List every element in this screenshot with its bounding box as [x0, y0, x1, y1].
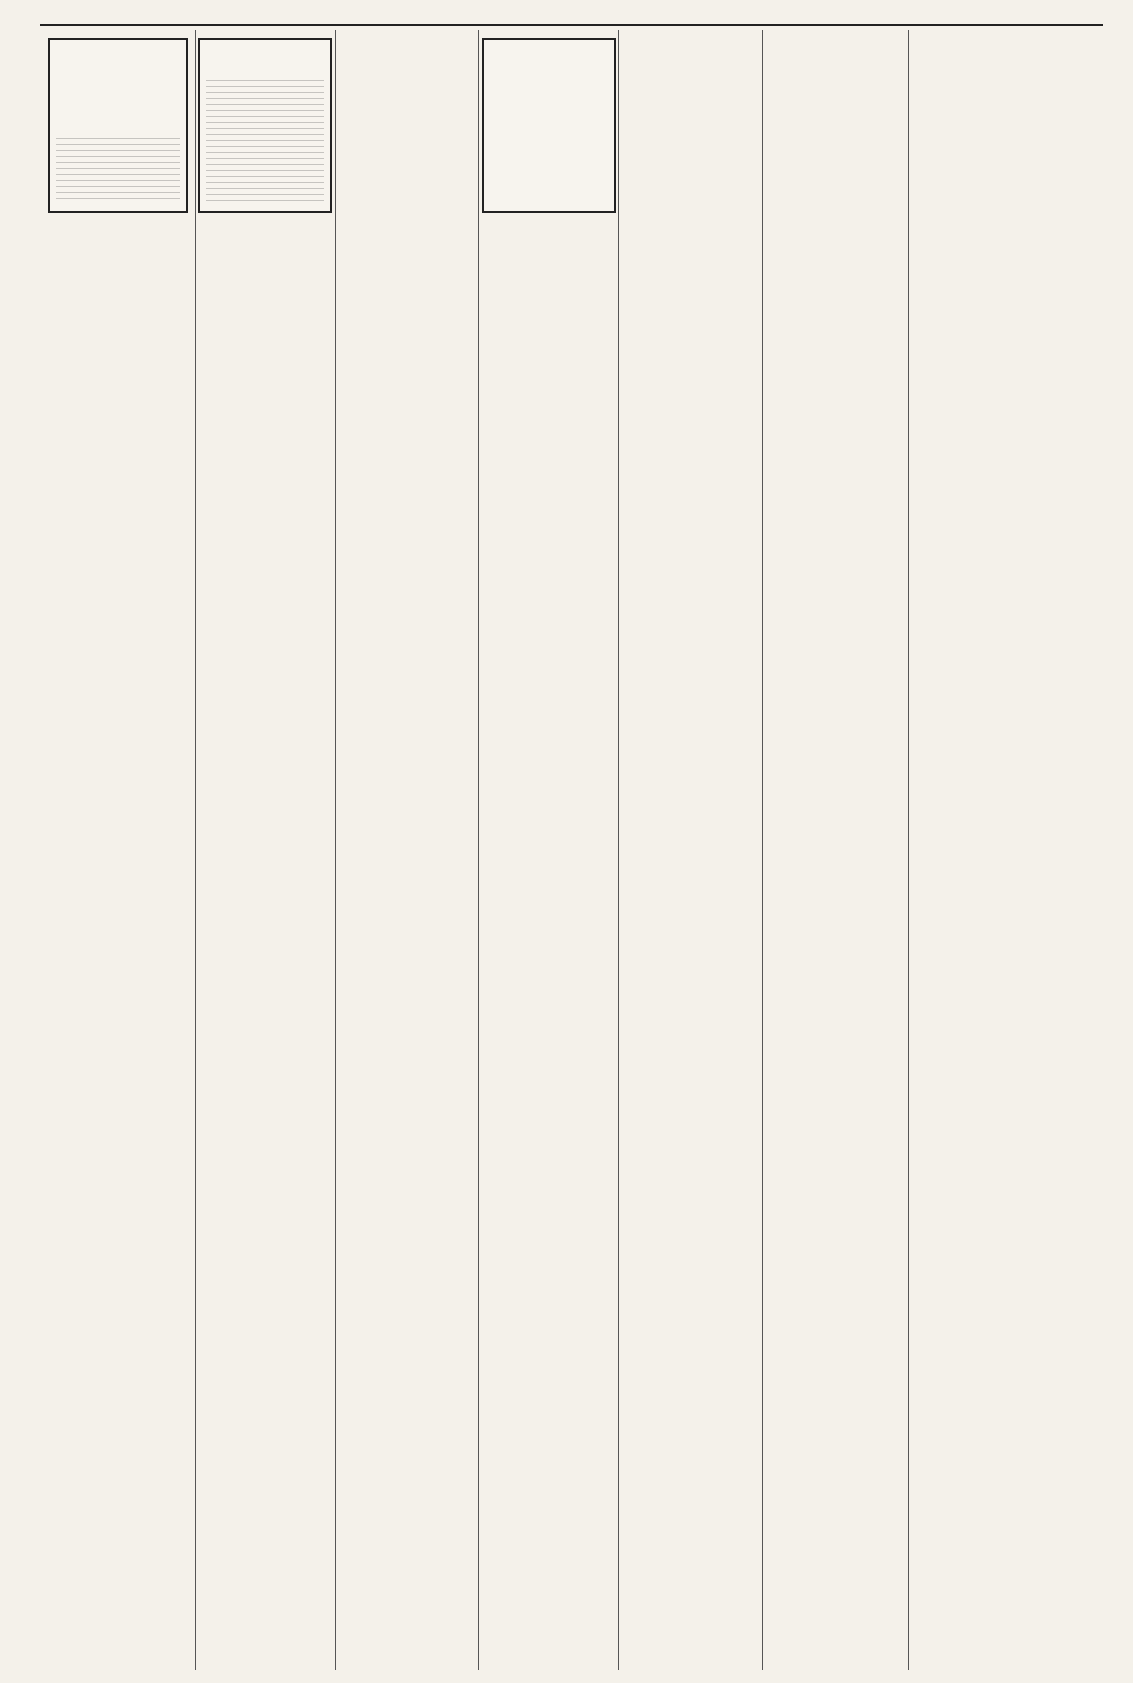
ad-theatro-avenida — [482, 38, 616, 213]
masthead — [40, 4, 1103, 26]
column-rule — [195, 30, 196, 1670]
column-rule — [618, 30, 619, 1670]
column-rule — [478, 30, 479, 1670]
column-rule — [908, 30, 909, 1670]
column-rule — [762, 30, 763, 1670]
ultima-hora-header — [700, 26, 1110, 78]
ad-theatro-apollo-details — [206, 80, 324, 205]
ad-theatro-apollo — [198, 38, 332, 213]
column-rule — [335, 30, 336, 1670]
ad-salao-foz — [48, 38, 188, 213]
ad-salao-foz-details — [56, 138, 180, 202]
